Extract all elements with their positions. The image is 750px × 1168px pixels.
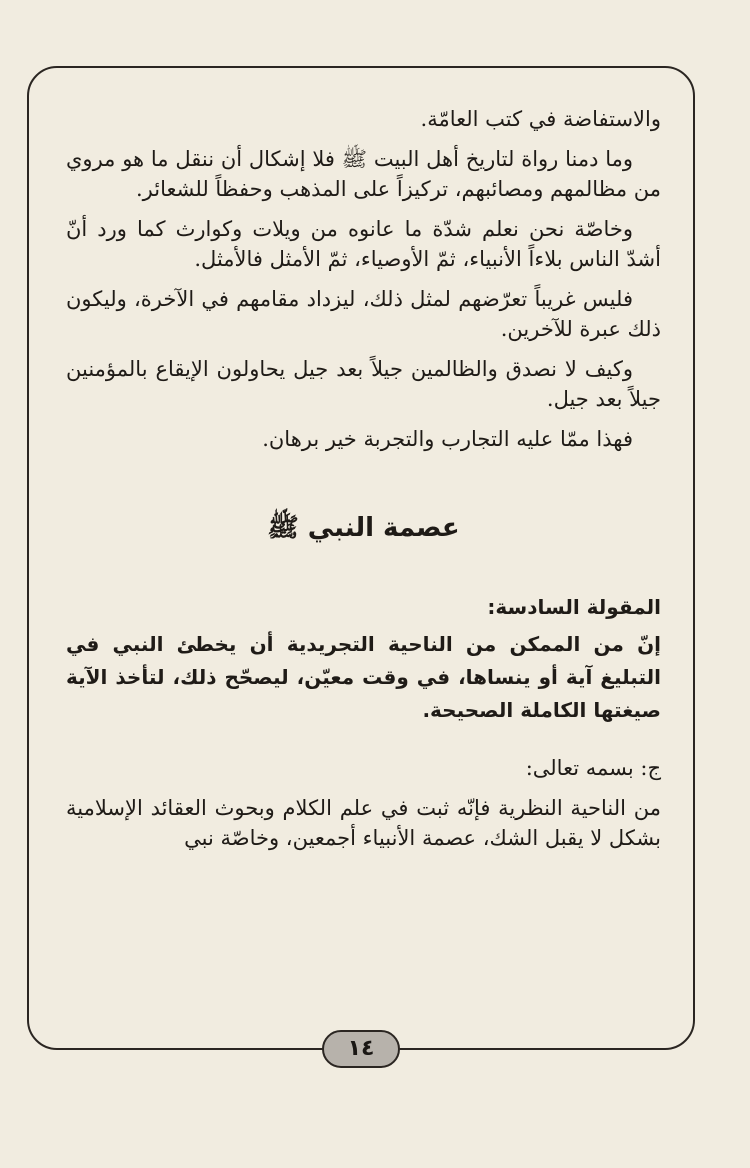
spacer — [66, 204, 661, 214]
answer-label: ج: بسمه تعالى: — [525, 756, 661, 780]
paragraph-continuation: والاستفاضة في كتب العامّة. — [420, 107, 661, 131]
paragraph-not-strange: فليس غريباً تعرّضهم لمثل ذلك، ليزداد مقامهم في الآخرة، وليكون ذلك عبرة للآخرين. — [66, 287, 661, 341]
spacer — [66, 414, 661, 424]
paragraph-oppressors: وكيف لا نصدق والظالمين جيلاً بعد جيل يحاولون الإيقاع بالمؤمنين جيلاً بعد جيل. — [66, 357, 661, 411]
paragraph-hardships: وخاصّة نحن نعلم شدّة ما عانوه من ويلات وكوارث كما ورد أنّ أشدّ الناس بلاءاً الأنبياء، ثمّ الأوصياء، ثمّ الأمثل فالأمثل. — [66, 217, 661, 271]
spacer — [66, 274, 661, 284]
section-title: عصمة النبي ﷺ — [267, 513, 460, 543]
paragraph-experience: فهذا ممّا عليه التجارب والتجربة خير برهان. — [262, 427, 633, 451]
spacer — [66, 134, 661, 144]
answer-text: من الناحية النظرية فإنّه ثبت في علم الكلام وبحوث العقائد الإسلامية بشكل لا يقبل الشك، عصمة الأنبياء أجمعين، وخاصّة نبي — [66, 796, 661, 850]
statement-label: المقولة السادسة: — [487, 595, 661, 619]
page-number-badge: ١٤ — [322, 1030, 400, 1068]
spacer — [66, 344, 661, 354]
paragraph-narrators: وما دمنا رواة لتاريخ أهل البيت ﷺ فلا إشكال أن ننقل ما هو مروي من مظالمهم ومصائبهم، تركيزاً على المذهب وحفظاً للشعائر. — [66, 147, 661, 201]
page-body — [66, 104, 661, 853]
statement-text: إنّ من الممكن من الناحية التجريدية أن يخطئ النبي في التبليغ آية أو ينساها، في وقت معيّن، ليصحّح ذلك، لتأخذ الآية صيغتها الكاملة الصحيحة. — [66, 632, 661, 722]
